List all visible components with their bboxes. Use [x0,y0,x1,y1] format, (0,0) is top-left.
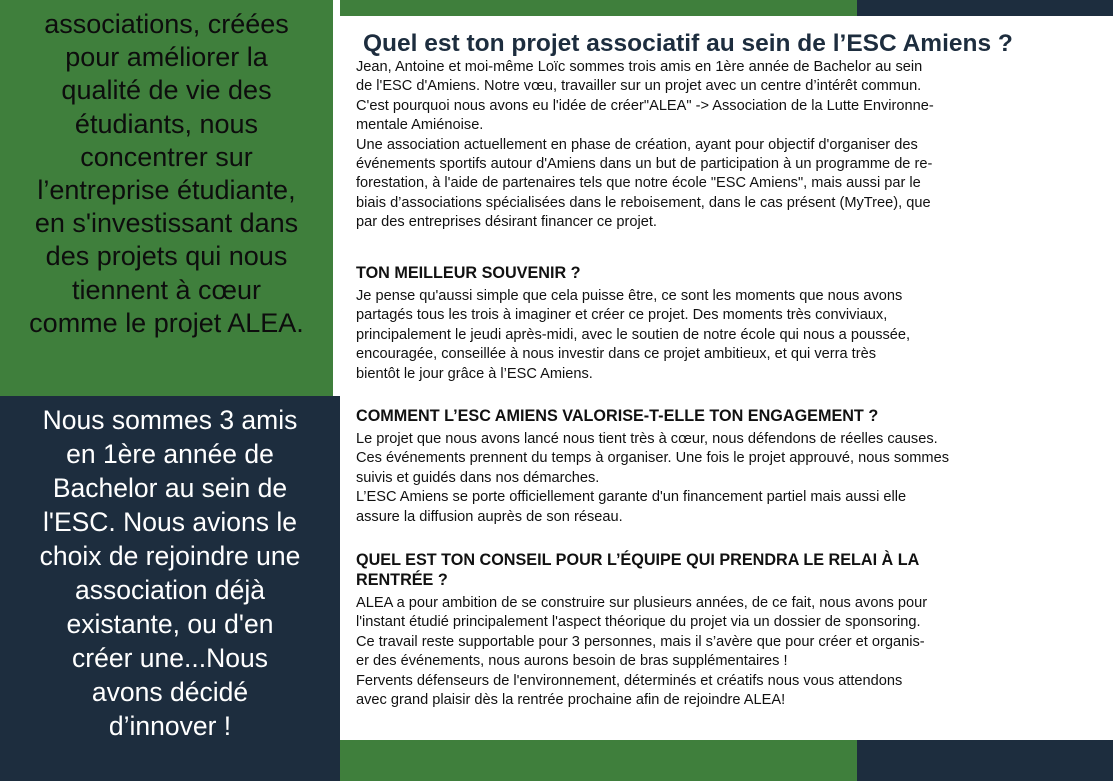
green-text-line: concentrer sur [80,141,253,172]
navy-text-line: en 1ère année de [66,439,274,469]
text-line: C'est pourquoi nous avons eu l'idée de créer"ALEA" -> Association de la Lutte Environne- [356,97,934,114]
text-line: encouragée, conseillée à nous investir dans ce projet ambitieux, et qui verra très [356,346,876,363]
green-text-line: pour améliorer la [65,42,268,73]
green-sidebar-panel [0,0,333,396]
text-line: Ces événements prennent du temps à organiser. Une fois le projet approuvé, nous sommes [356,450,949,467]
intro-paragraph [356,58,934,233]
top-green-bar [340,0,857,16]
top-navy-bar [857,0,1113,16]
text-line: er des événements, nous aurons besoin de bras supplémentaires ! [356,653,788,670]
text-line: Fervents défenseurs de l'environnement, déterminés et créatifs nous vous attendons [356,672,903,689]
green-text-line: en s'investissant dans [34,208,299,239]
text-line: bientôt le jour grâce à l’ESC Amiens. [356,365,593,382]
section-heading-engagement: COMMENT L’ESC AMIENS VALORISE-T-ELLE TON ENGAGEMENT ? [356,407,879,425]
text-line: forestation, à l'aide de partenaires tels que notre école "ESC Amiens", mais aussi par le [356,175,921,192]
text-line: Une association actuellement en phase de création, ayant pour objectif d'organiser des [356,136,918,153]
section-heading-conseil [356,550,919,590]
navy-sidebar-panel [0,396,340,781]
text-line: par des entreprises désirant financer ce projet. [356,214,657,231]
section-heading-souvenir: TON MEILLEUR SOUVENIR ? [356,264,581,282]
text-line: ALEA a pour ambition de se construire sur plusieurs années, de ce fait, nous avons pour [356,595,928,611]
navy-text-line: choix de rejoindre une [39,541,301,571]
text-line: principalement le jeudi après-midi, avec le soutien de notre école qui nous a poussée, [356,326,911,343]
text-line: l'instant étudié principalement l'aspect théorique du projet via un dossier de sponsoring. [356,614,921,631]
green-text-line: étudiants, nous [74,108,259,139]
navy-text-line: existante, ou d'en [66,609,274,639]
text-line: partagés tous les trois à imaginer et créer ce projet. Des moments très conviviaux, [356,307,888,324]
text-line: L’ESC Amiens se porte officiellement garante d'un financement partiel mais aussi elle [356,489,907,506]
bottom-navy-bar [857,740,1113,781]
navy-text-line: avons décidé [91,677,249,707]
text-line: événements sportifs autour d'Amiens dans un but de participation à un programme de re- [356,156,933,173]
text-line: avec grand plaisir dès la rentrée prochaine afin de rejoindre ALEA! [356,692,786,709]
green-text-line: des projets qui nous [45,241,288,272]
text-line: suivis et guidés dans nos démarches. [356,469,600,486]
heading-line: RENTRÉE ? [356,571,448,589]
text-line: mentale Amiénoise. [356,117,484,134]
green-text-line: qualité de vie des [61,75,272,106]
text-line: Je pense qu'aussi simple que cela puisse être, ce sont les moments que nous avons [356,288,903,304]
page-title: Quel est ton projet associatif au sein de l’ESC Amiens ? [363,30,1013,57]
text-line: de l'ESC d'Amiens. Notre vœu, travailler sur un projet avec un centre d’intérêt commun. [356,78,922,95]
navy-text-line: association déjà [74,575,266,605]
conseil-paragraph [356,594,927,710]
engagement-paragraph [356,430,949,527]
navy-text-line: d’innover ! [108,711,232,741]
navy-text-line: Nous sommes 3 amis [42,405,298,435]
green-text-line: tiennent à cœur [71,274,262,305]
bottom-green-bar [340,740,857,781]
green-text-line: comme le projet ALEA. [29,307,304,338]
green-text-line: l’entreprise étudiante, [37,175,296,206]
text-line: assure la diffusion auprès de son réseau. [356,508,623,525]
souvenir-paragraph [356,287,910,384]
navy-text-line: Bachelor au sein de [52,473,288,503]
text-line: Le projet que nous avons lancé nous tient très à cœur, nous défendons de réelles causes. [356,431,938,447]
text-line: biais d’associations spécialisées dans le reboisement, dans le cas présent (MyTree), que [356,194,931,211]
navy-text-line: l'ESC. Nous avions le [43,507,297,537]
heading-line: QUEL EST TON CONSEIL POUR L’ÉQUIPE QUI PRENDRA LE RELAI À LA [356,551,920,569]
text-line: Jean, Antoine et moi-même Loïc sommes trois amis en 1ère année de Bachelor au sein [356,59,923,75]
navy-text-line: créer une...Nous [72,643,268,673]
green-text-line: associations, créées [44,9,289,39]
text-line: Ce travail reste supportable pour 3 personnes, mais il s’avère que pour créer et organis- [356,633,925,650]
